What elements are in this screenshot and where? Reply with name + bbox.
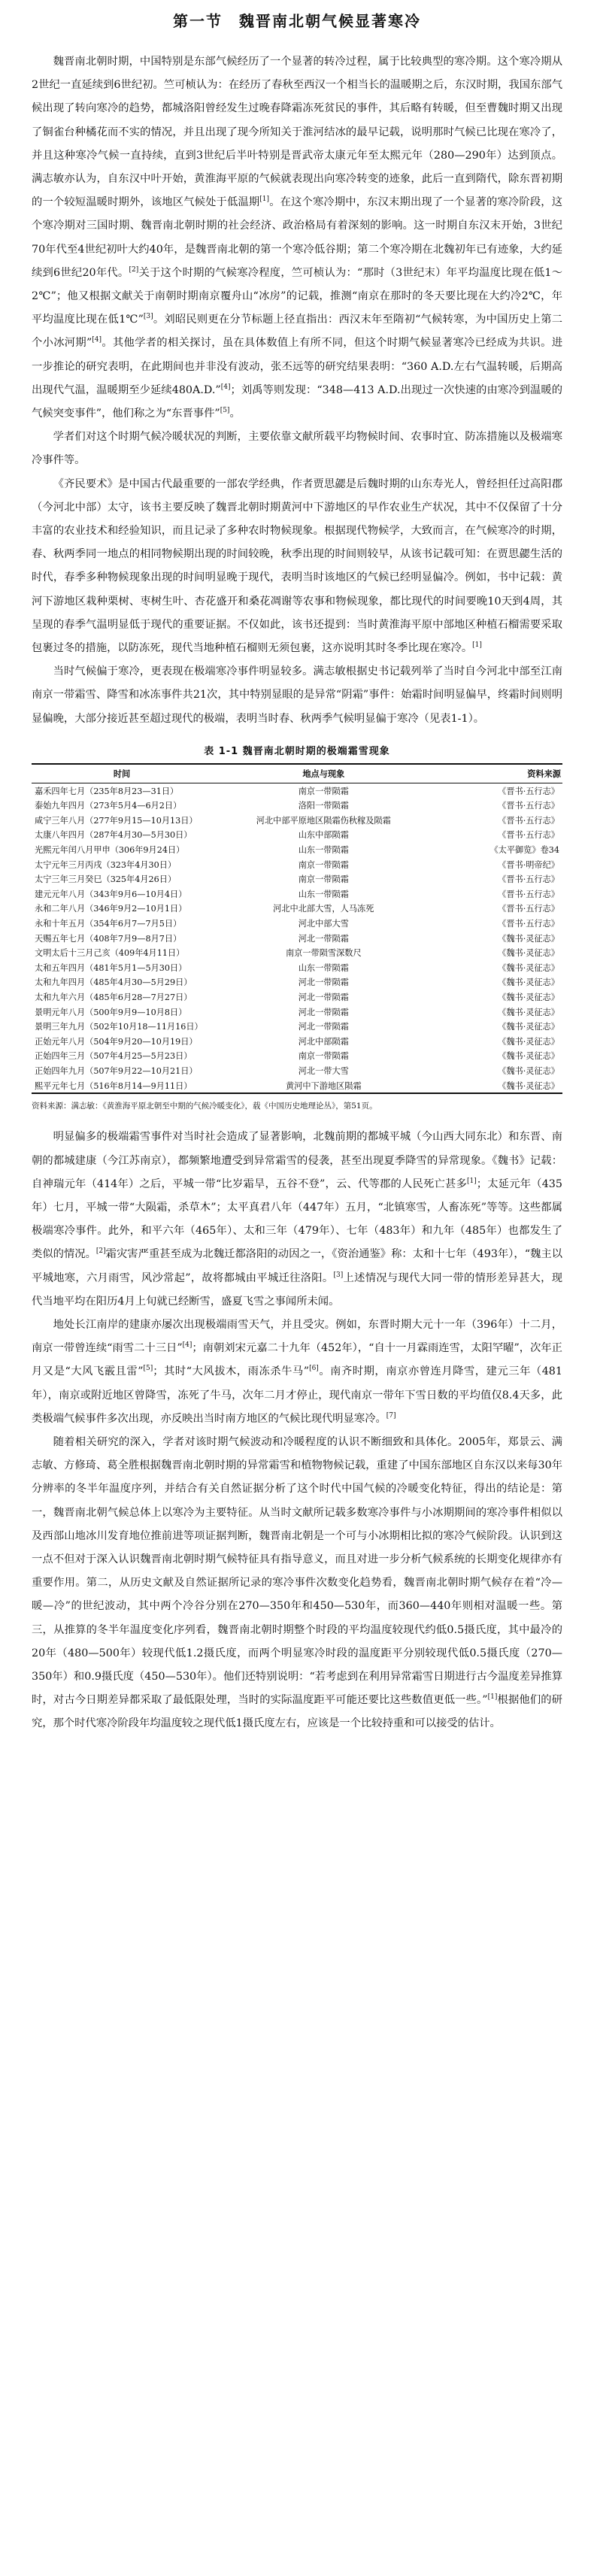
cell-location-event: 河北中部陨霜	[298, 1036, 349, 1047]
paragraph-7: 随着相关研究的深入，学者对该时期气候波动和冷暖程度的认识不断细致和具体化。2005年，郑景云、满志敏、方修琦、葛全胜根据魏晋南北朝时期的异常霜雪和植物物候记载，重建了中国东部地区自东汉以来每30年分辨率的冬半年温度序列，并结合有关自然证据分析了这个时代中国气候的冷暖变化特征，得出的结论是：第一，魏晋南北朝气候总体上以寒冷为主要特征。从当时文献所记载多数寒冷事件与小冰期期间的寒冷事件相似以及西部山地冰川发育地位推前进等项证据判断，魏晋南北朝是一个可与小冰期相比拟的寒冷气候阶段。认识到这一点不但对于深入认识魏晋南北朝时期气候特征具有指导意义，而且对进一步分析气候系统的长期变化规律亦有重要作用。第二，从历史文献及自然证据所记录的寒冷事件次数变化趋势看，魏晋南北朝时期气候存在着“冷—暖—冷”的世纪波动，其中两个冷谷分别在270—350年和450—530年，而360—440年则相对温暖一些。第三，从推算的冬半年温度变化序列看，魏晋南北朝时期整个时段的平均温度较现代约低0.5摄氏度，其中最冷的20年（480—500年）较现代低1.2摄氏度，而两个明显寒冷时段的温度距平分别较现代低0.5摄氏度（270—350年）和0.9摄氏度（450—530年）。他们还特别说明：“若考虑到在利用异常霜雪日期进行古今温度差异推算时，对古今日期差异都采取了最低限处理，当时的实际温度距平可能还要比这些数值更低一些。”[1]根据他们的研究，那个时代寒冷阶段年均温度较之现代低1摄氏度左右，应该是一个比较持重和可以接受的估计。	[32, 1436, 563, 1730]
cell-location-event: 山东一带陨霜	[298, 889, 349, 899]
cell-time: 熙平元年七月（516年8月14—9月11日）	[32, 1078, 212, 1094]
cell-location-event: 南京一带陨霜	[298, 1051, 349, 1062]
cell-source: 《魏书·灵征志》	[498, 1022, 559, 1032]
cell-source: 《魏书·灵征志》	[498, 1065, 559, 1076]
table-row	[32, 1005, 562, 1020]
cell-time: 光熙元年闰八月甲申（306年9月24日）	[35, 845, 185, 856]
cell-time: 太宁元年三月丙戌（323年4月30日）	[35, 859, 177, 870]
table-row	[32, 871, 562, 886]
table-row	[32, 798, 562, 813]
cell-time: 嘉禾四年七月（235年8月23—31日）	[35, 786, 179, 796]
paragraph-5: 明显偏多的极端霜雪事件对当时社会造成了显著影响，北魏前期的都城平城（今山西大同东北）和东晋、南朝的都城建康（今江苏南京），都频繁地遭受到异常霜雪的侵袭，甚至出现夏季降雪的异常现象。《魏书》记载：自神瑞元年（414年）之后，平城一带“比岁霜旱，五谷不登”，云、代等郡的人民死亡甚多[1]；太延元年（435年）七月，平城一带“大陨霜，杀草木”；太平真君八年（447年）五月，“北镇寒雪，人畜冻死”等等。这些都属极端寒冷事件。此外，和平六年（465年）、太和三年（479年）、七年（483年）和九年（485年）也都发生了类似的情况。[2]霜灾害严重甚至成为北魏迁都洛阳的动因之一，《资治通鉴》称：太和十七年（493年），“魏主以平城地寒，六月雨雪，风沙常起”，故将都城由平城迁往洛阳。[3]上述情况与现代大同一带的情形差异甚大，现代当地平均在阳历4月上旬就已经断雪，盛夏飞雪之事闻所未闻。	[32, 1131, 562, 1308]
cell-location-event: 南京一带陨霜	[298, 874, 349, 885]
extreme-frost-snow-table	[32, 763, 562, 1094]
paragraph-6: 地处长江南岸的建康亦屡次出现极端雨雪天气，并且受灾。例如，东晋时期大元十一年（396年）十二月，南京一带曾连续“雨雪二十三日”[4]；南朝刘宋元嘉二十九年（452年），“自十一月霖雨连雪，太阳罕曜”，次年正月又是“大风飞霰且雷”[5]；其时“大风拔木，雨冻杀牛马”[6]。南齐时期，南京亦曾连月降雪，建元三年（481年），南京或附近地区曾降雪，冻死了牛马，次年二月才停止，现代南京一带年下雪日数的平均值仅8.4天多，此类极端气候事件多次出现，亦反映出当时南方地区的气候比现代明显寒冷。[7]	[32, 1318, 562, 1425]
cell-source: 《晋书·五行志》	[498, 874, 559, 885]
cell-location-event: 河北中部大雪	[298, 919, 349, 929]
cell-source: 《魏书·灵征志》	[435, 1078, 562, 1094]
section-number: 第一节	[173, 12, 223, 30]
table-row	[32, 828, 562, 843]
cell-time: 泰始九年四月（273年5月4—6月2日）	[35, 801, 182, 811]
cell-source: 《魏书·灵征志》	[498, 1036, 559, 1047]
table-row	[32, 916, 562, 931]
cell-time: 太和九年六月（485年6月28—7月27日）	[35, 993, 192, 1002]
footnote-marker: [2]	[129, 266, 139, 274]
cell-time: 永和十年五月（354年6月7—7月5日）	[35, 919, 182, 929]
cell-source: 《魏书·灵征志》	[498, 962, 559, 973]
table-row	[32, 1019, 562, 1034]
cell-location-event: 南京一带陨雪深数尺	[285, 948, 362, 959]
table-row	[32, 1049, 562, 1064]
cell-source: 《魏书·灵征志》	[498, 933, 559, 944]
cell-time: 太和九年四月（485年4月30—5月29日）	[35, 977, 192, 988]
table-source-note: 资料来源：满志敏：《黄淮海平原北朝至中期的气候冷暖变化》，载《中国历史地理论丛》，第51页。	[32, 1102, 377, 1111]
cell-time: 正始四年三月（507年4月25—5月23日）	[35, 1051, 192, 1062]
paragraph-2: 学者们对这个时期气候冷暖状况的判断，主要依靠文献所载平均物候时间、农事时宜、防冻措施以及极端寒冷事件等。	[32, 431, 562, 467]
footnote-marker: [1]	[259, 195, 270, 204]
table-row	[32, 989, 562, 1005]
cell-time: 天赐五年七月（408年7月9—8月7日）	[35, 933, 182, 944]
cell-source: 《晋书·五行志》	[498, 919, 559, 929]
footnote-marker: [4]	[182, 1341, 192, 1350]
cell-source: 《魏书·灵征志》	[498, 948, 559, 959]
table-row	[32, 783, 562, 798]
table-row	[32, 945, 562, 960]
footnote-marker: [1]	[466, 1177, 477, 1185]
table-row	[32, 813, 562, 828]
cell-location-event: 河北一带陨霜	[298, 993, 349, 1002]
cell-source: 《晋书·五行志》	[498, 815, 559, 826]
footnote-marker: [3]	[333, 1271, 344, 1279]
table-row	[32, 931, 562, 946]
section-heading	[32, 9, 562, 31]
cell-source: 《魏书·灵征志》	[498, 993, 559, 1002]
cell-time: 正始四年九月（507年9月22—10月21日）	[35, 1065, 198, 1076]
cell-time: 正始元年八月（504年9月20—10月19日）	[35, 1036, 198, 1047]
cell-source: 《晋书·明帝纪》	[498, 859, 559, 870]
header-source: 资料来源	[435, 764, 562, 783]
cell-location-event: 山东中部陨霜	[298, 830, 349, 841]
cell-location-event: 河北一带陨霜	[298, 1022, 349, 1032]
cell-time: 永和二年八月（346年9月2—10月1日）	[35, 904, 187, 914]
cell-location-event: 河北一带陨霜	[298, 977, 349, 988]
cell-time: 太和五年四月（481年5月1—5月30日）	[35, 962, 187, 973]
cell-source: 《魏书·灵征志》	[498, 1007, 559, 1017]
table-header-row	[32, 764, 562, 783]
header-time: 时间	[32, 764, 212, 783]
cell-source: 《晋书·五行志》	[498, 830, 559, 841]
cell-time: 太康八年四月（287年4月30—5月30日）	[35, 830, 192, 841]
footnote-marker: [5]	[143, 1365, 153, 1373]
table-row	[32, 842, 562, 857]
cell-source: 《晋书·五行志》	[498, 801, 559, 811]
table-body	[32, 783, 562, 1093]
cell-time: 景明三年九月（502年10月18—11月16日）	[35, 1022, 203, 1032]
cell-location-event: 河北中部平原地区陨霜伤秋稼及陨霜	[256, 815, 391, 826]
cell-location-event: 黄河中下游地区陨霜	[212, 1078, 435, 1094]
table-row	[32, 1034, 562, 1049]
table-row	[32, 1078, 562, 1094]
paragraph-4: 当时气候偏于寒冷，更表现在极端寒冷事件明显较多。满志敏根据史书记载列举了当时自今河北中部至江南南京一带霜雪、降雪和冰冻事件共21次，其中特别显眼的是异常“阴霜”事件：始霜时间明显偏早，终霜时间则明显偏晚，大部分接近甚至超过现代的极端，表明当时春、秋两季气候明显偏于寒冷（见表1-1）。	[32, 665, 562, 725]
cell-source: 《晋书·五行志》	[498, 786, 559, 796]
table-row	[32, 975, 562, 990]
footnote-marker: [1]	[472, 641, 482, 650]
cell-location-event: 河北一带大雪	[298, 1065, 349, 1076]
table-row	[32, 857, 562, 872]
cell-location-event: 洛阳一带陨霜	[298, 801, 349, 811]
footnote-marker: [7]	[386, 1412, 396, 1420]
footnote-marker: [4]	[92, 336, 102, 344]
document-page	[32, 0, 562, 1736]
cell-time: 太宁三年三月癸巳（325年4月26日）	[35, 874, 177, 885]
cell-source: 《太平御览》卷34	[489, 845, 559, 856]
cell-source: 《晋书·五行志》	[498, 889, 559, 899]
footnote-marker: [6]	[309, 1365, 319, 1373]
cell-location-event: 山东一带陨霜	[298, 962, 349, 973]
cell-location-event: 河北中北部大雪，人马冻死	[273, 904, 374, 914]
table-caption: 表 1-1 魏晋南北朝时期的极端霜雪现象	[204, 745, 390, 757]
table-row	[32, 902, 562, 917]
cell-time: 咸宁三年八月（277年9月15—10月13日）	[35, 815, 198, 826]
cell-time: 景明元年八月（500年9月9—10月8日）	[35, 1007, 187, 1017]
paragraph-1: 魏晋南北朝时期，中国特别是东部气候经历了一个显著的转冷过程，属于比较典型的寒冷期。这个寒冷期从2世纪一直延续到6世纪初。竺可桢认为：在经历了春秋至西汉一个相当长的温暖期之后，东汉时期，我国东部气候出现了转向寒冷的趋势，都城洛阳曾经发生过晚春降霜冻死贫民的事件，其后略有转暖，但至曹魏时期又出现了铜雀台种橘花而不实的情况，并且出现了现今所知关于淮河结冰的最早记载，说明那时气候已比现在寒冷了，并且这种寒冷气候一直持续，直到3世纪后半叶特别是晋武帝太康元年至太熙元年（280—290年）达到顶点。满志敏亦认为，自东汉中叶开始，黄淮海平原的气候就表现出向寒冷转变的迹象，此后一直到隋代，除东晋初期的一个较短温暖时期外，该地区气候处于低温期[1]。在这个寒冷期中，东汉末期出现了一个显著的寒冷阶段，这个寒冷期对三国时期、魏晋南北朝时期的社会经济、政治格局有着深刻的影响。这一时期自东汉末开始，3世纪70年代至4世纪初叶大约40年，是魏晋南北朝的第一个寒冷低谷期；第二个寒冷期在北魏初年已有迹象，大约延续到6世纪20年代。[2]关于这个时期的气候寒冷程度，竺可桢认为：“那时（3世纪末）年平均温度比现在低1～2℃”；他又根据文献关于南朝时期南京覆舟山“冰房”的记载，推测“南京在那时的冬天要比现在大约冷2℃，年平均温度比现在低1℃”[3]。刘昭民则更在分节标题上径直指出：西汉末年至隋初“气候转寒，为中国历史上第二个小冰河期”[4]。其他学者的相关探讨，虽在具体数值上有所不同，但这个时期气候显著寒冷已经成为共识。进一步推论的研究表明，在此期间也并非没有波动，张丕远等的研究结果表明：“360 A.D.左右气温转暖，后期高出现代气温，温暖期至少延续480A.D.”[4]；刘禹等则发现：“348—413 A.D.出现过一次快速的由寒冷到温暖的气候突变事件”，他们称之为“东晋事件”[5]。	[32, 56, 562, 420]
cell-time: 建元元年八月（343年9月6—10月4日）	[35, 889, 187, 899]
table-row	[32, 1063, 562, 1078]
cell-location-event: 河北一带陨霜	[298, 1007, 349, 1017]
cell-source: 《晋书·五行志》	[498, 904, 559, 914]
footnote-marker: [5]	[220, 407, 230, 415]
cell-source: 《魏书·灵征志》	[498, 977, 559, 988]
header-location-event: 地点与现象	[212, 764, 435, 783]
table-row	[32, 886, 562, 902]
cell-time: 文明太后十三月己亥（409年4月11日）	[35, 948, 185, 959]
table-row	[32, 960, 562, 975]
cell-location-event: 山东一带陨霜	[298, 845, 349, 856]
footnote-marker: [3]	[143, 313, 153, 321]
cell-location-event: 南京一带陨霜	[298, 859, 349, 870]
cell-location-event: 河北一带陨霜	[298, 933, 349, 944]
footnote-marker: [1]	[487, 1693, 498, 1702]
cell-location-event: 南京一带陨霜	[298, 786, 349, 796]
paragraph-3: 《齐民要术》是中国古代最重要的一部农学经典，作者贾思勰是后魏时期的山东寿光人，曾经担任过高阳郡（今河北中部）太守，该书主要反映了魏晋北朝时期黄河中下游地区的早作农业生产状况，其中不仅保留了十分丰富的农业技术和经验知识，而且记录了多种农时物候现象。根据现代物候学，大致而言，在气候寒冷的时期，春、秋两季同一地点的相同物候期出现的时间较晚，秋季出现的时间则较早，从该书记载可知：在贾思勰生活的时代，春季多种物候现象出现的时间明显晚于现代，表明当时该地区的气候已经明显偏冷。例如，书中记载：黄河下游地区栽种栗树、枣树生叶、杏花盛开和桑花凋谢等农事和物候现象，都比现代的时间要晚10天到4周，其呈现的春季气温明显低于现代的重要证据。不仅如此，该书还提到：当时黄淮海平原中部地区种植石榴需要采取包裹过冬的措施，以防冻死，现代当地种植石榴则无须包裹，这亦说明其时冬季比现在寒冷。[1]	[32, 477, 562, 655]
footnote-marker: [4]	[220, 383, 231, 392]
footnote-marker: [2]	[95, 1247, 106, 1256]
section-title: 魏晋南北朝气候显著寒冷	[239, 12, 421, 30]
cell-source: 《魏书·灵征志》	[498, 1051, 559, 1062]
